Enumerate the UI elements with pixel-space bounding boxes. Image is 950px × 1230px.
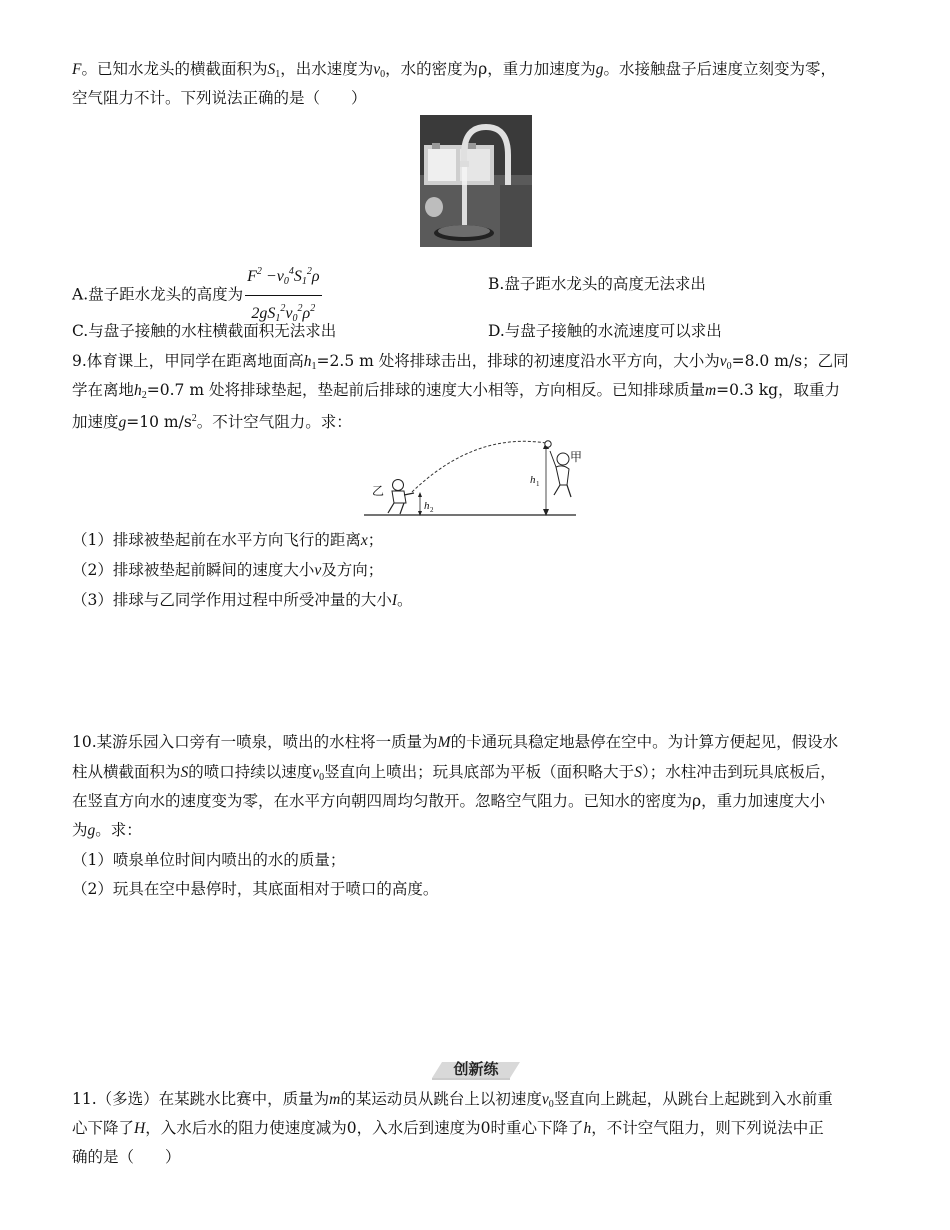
q8-text-1d: 。水接触盘子后速度立刻变为零， [603,60,837,78]
option-a-fraction: $\frac{F^2 -v0^4S1^2\rho}{2gS1^2v0^2\rho^2}$ [245,262,321,329]
q8-text-1: 。已知水龙头的横截面积为 [81,60,268,78]
q8-option-a[interactable] [72,262,322,324]
q11-line-3: 确的是（ ） [72,1148,181,1166]
label-yi: 乙 [372,484,385,498]
q9-part-2: （2）排球被垫起前瞬间的速度大小v及方向； [72,561,384,579]
label-h1: h [530,474,536,486]
sub-0: 0 [380,69,386,80]
faucet-photo [420,115,532,247]
q10-line-1: 10.某游乐园入口旁有一喷泉，喷出的水柱将一质量为M的卡通玩具稳定地悬停在空中。为计算方便起见，假设水 [72,733,839,751]
svg-text:1: 1 [536,480,540,488]
volleyball-diagram [364,437,583,521]
q8-line-2: 空气阻力不计。下列说法正确的是（ ） [72,89,367,107]
q8-text-1b: ，出水速度为 [280,60,374,78]
banner-title: 创新练 [453,1060,499,1078]
q10-part-2: （2）玩具在空中悬停时，其底面相对于喷口的高度。 [72,880,439,898]
sub-1: 1 [275,69,281,80]
label-h2: h [424,500,430,512]
q9-line-2: 学在离地$h_2=0.7$ m 处将排球垫起，垫起前后排球的速度大小相等，方向相反。已知排球质量m=0.3 kg，取重力 [72,381,841,401]
q10-line-3: 在竖直方向水的速度变为零，在水平方向朝四周均匀散开。忽略空气阻力。已知水的密度为ρ，重力加速度大小 [72,792,826,810]
q10-line-2: 柱从横截面积为S的喷口持续以速度$v_0$竖直向上喷出；玩具底部为平板（面积略大于S）；水柱冲击到玩具底板后， [72,763,836,783]
q10-line-4: 为g。求： [72,821,142,839]
q10-part-1: （1）喷泉单位时间内喷出的水的质量； [72,851,346,869]
sym-g: g [595,61,604,78]
q8-option-d[interactable]: D.与盘子接触的水流速度可以求出 [488,322,722,340]
q9-line-1: 9.体育课上，甲同学在距离地面高$h_1=2.5$ m 处将排球击出，排球的初速度沿水平方向，大小为$v_0=8.0$ m/s；乙同 [72,352,849,372]
q9-part-3: （3）排球与乙同学作用过程中所受冲量的大小I。 [72,591,413,609]
q9-part-1: （1）排球被垫起前在水平方向飞行的距离x； [72,531,384,549]
q11-line-1: 11.（多选）在某跳水比赛中，质量为m的某运动员从跳台上以初速度$v_0$竖直向上跳起，从跳台上起跳到入水前重 [72,1090,833,1110]
svg-text:2: 2 [430,506,434,514]
q8-option-c[interactable]: C.与盘子接触的水柱横截面积无法求出 [72,322,337,340]
q8-line-1 [72,59,836,85]
q8-text-1c: ，水的密度为ρ，重力加速度为 [385,60,596,78]
q9-line-3: 加速度g=10 $m/s^2$。不计空气阻力。求： [72,413,352,431]
sym-v0: v [373,61,381,78]
sym-S1: S [267,61,276,78]
q8-option-b[interactable]: B.盘子距水龙头的高度无法求出 [488,275,706,293]
q8-option-a-label: A.盘子距水龙头的高度为 [72,285,244,304]
label-jia: 甲 [570,450,583,464]
section-banner [432,1058,520,1080]
sym-F: F [72,61,82,78]
q11-line-2: 心下降了H，入水后水的阻力使速度减为0，入水后到速度为0时重心下降了h，不计空气阻力，则下列说法中正 [72,1119,824,1137]
